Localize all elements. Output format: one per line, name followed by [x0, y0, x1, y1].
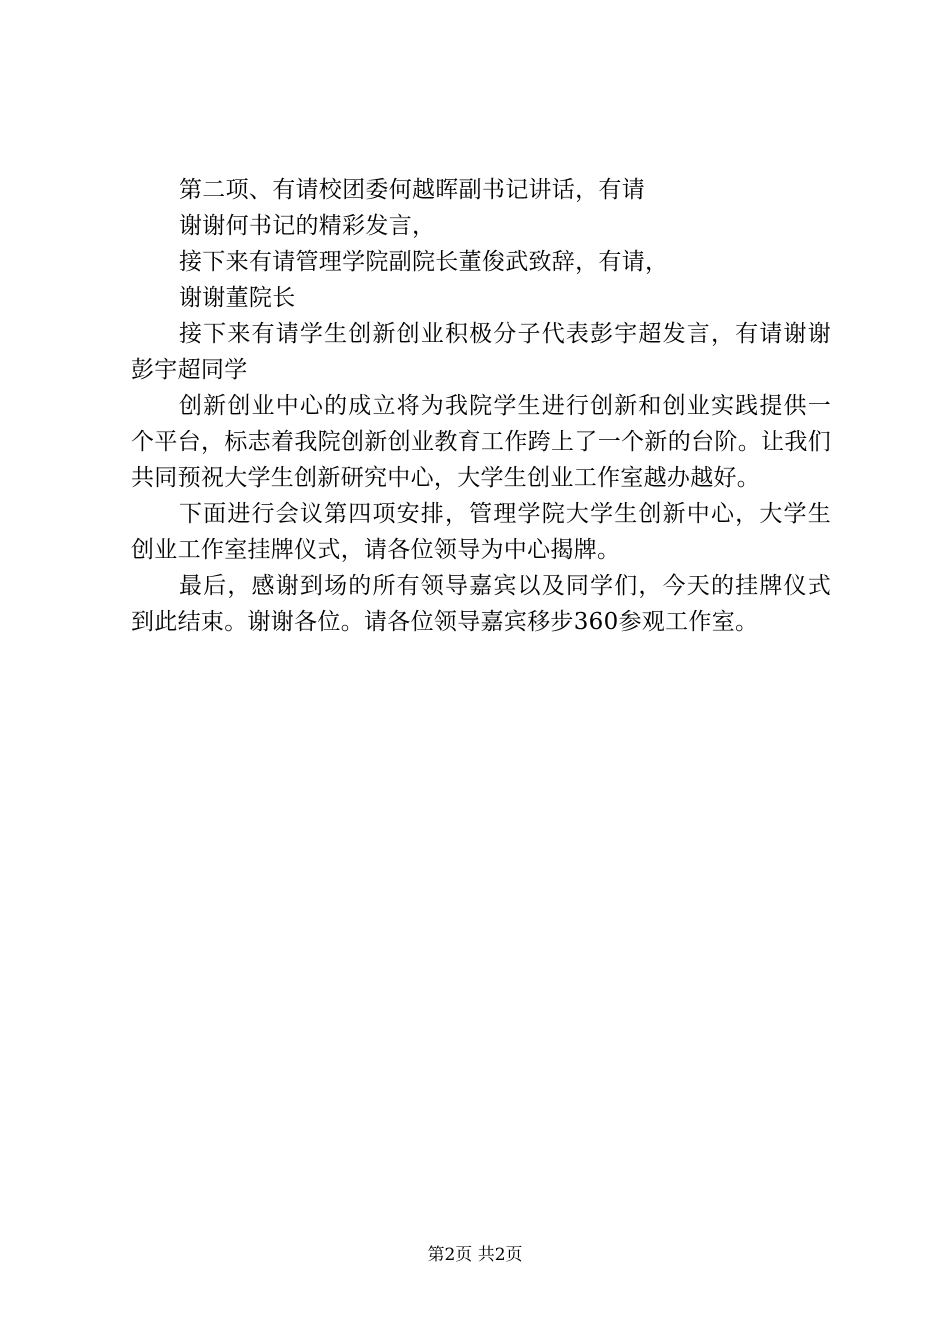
paragraph: 谢谢董院长: [179, 285, 296, 311]
paragraph: 谢谢何书记的精彩发言，: [179, 213, 436, 239]
document-body: [131, 172, 831, 640]
page-number-footer: 第2页 共2页: [427, 1245, 523, 1265]
paragraph: 创新创业中心的成立将为我院学生进行创新和创业实践提供一个平台，标志着我院创新创业教育工作跨上了一个新的台阶。让我们共同预祝大学生创新研究中心，大学生创业工作室越办越好。: [131, 393, 831, 491]
paragraph: 接下来有请管理学院副院长董俊武致辞，有请，: [179, 249, 669, 275]
paragraph: 接下来有请学生创新创业积极分子代表彭宇超发言，有请谢谢彭宇超同学: [131, 321, 831, 383]
paragraph: 下面进行会议第四项安排，管理学院大学生创新中心，大学生创业工作室挂牌仪式，请各位领导为中心揭牌。: [131, 501, 831, 563]
paragraph: 最后，感谢到场的所有领导嘉宾以及同学们，今天的挂牌仪式到此结束。谢谢各位。请各位领导嘉宾移步360参观工作室。: [131, 573, 831, 635]
paragraph: 第二项、有请校团委何越晖副书记讲话，有请: [179, 177, 645, 203]
